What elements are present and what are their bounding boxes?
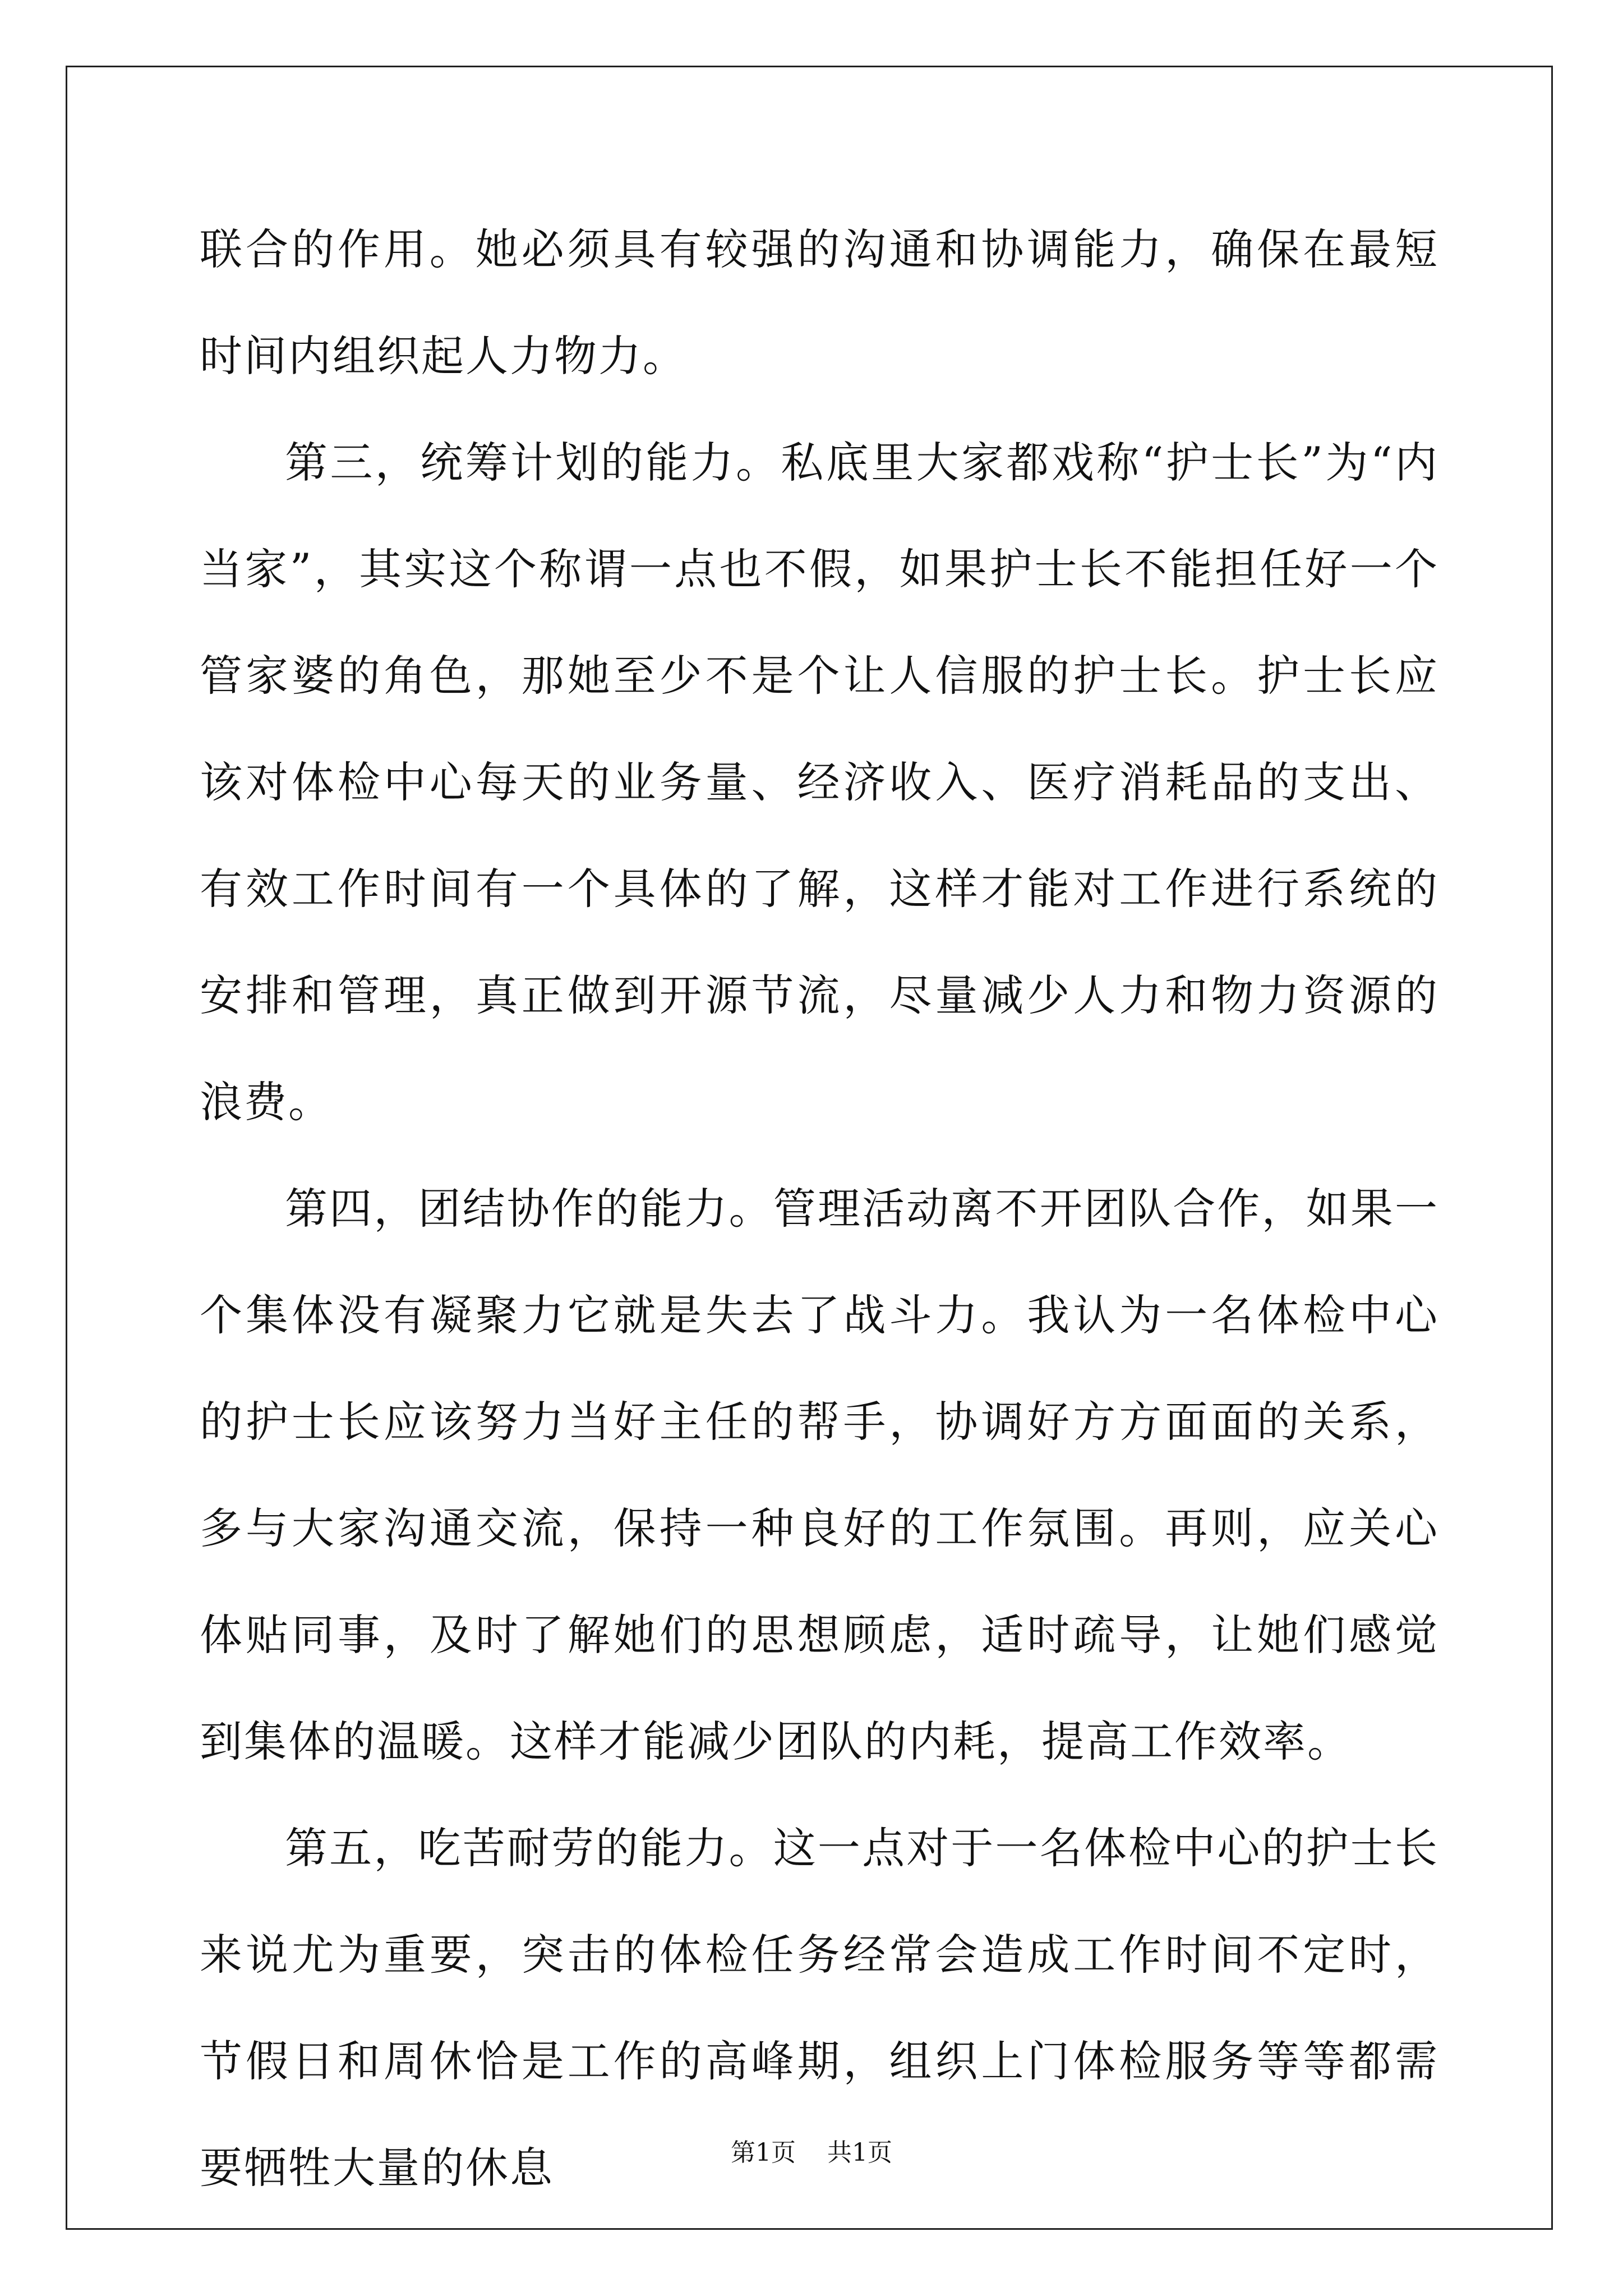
page-footer xyxy=(0,2136,1623,2170)
page-number: 第1页 xyxy=(731,2138,796,2167)
document-body xyxy=(200,196,1439,2221)
paragraph-1: 联合的作用。她必须具有较强的沟通和协调能力，确保在最短时间内组织起人力物力。 xyxy=(200,224,1439,381)
paragraph-2: 第三，统筹计划的能力。私底里大家都戏称“护士长”为“内当家”，其实这个称谓一点也不假，如果护士长不能担任好一个管家婆的角色，那她至少不是个让人信服的护士长。护士长应该对体检中心每天的业务量、经济收入、医疗消耗品的支出、有效工作时间有一个具体的了解，这样才能对工作进行系统的安排和管理，真正做到开源节流，尽量减少人力和物力资源的浪费。 xyxy=(200,438,1439,1127)
paragraph-3: 第四，团结协作的能力。管理活动离不开团队合作，如果一个集体没有凝聚力它就是失去了战斗力。我认为一名体检中心的护士长应该努力当好主任的帮手，协调好方方面面的关系，多与大家沟通交流，保持一种良好的工作氛围。再则，应关心体贴同事，及时了解她们的思想顾虑，适时疏导，让她们感觉到集体的温暖。这样才能减少团队的内耗，提高工作效率。 xyxy=(200,1184,1439,1766)
page-total: 共1页 xyxy=(827,2138,892,2167)
paragraph-4: 第五，吃苦耐劳的能力。这一点对于一名体检中心的护士长来说尤为重要，突击的体检任务经常会造成工作时间不定时，节假日和周休恰是工作的高峰期，组织上门体检服务等等都需要牺牲大量的休息 xyxy=(200,1823,1439,2193)
